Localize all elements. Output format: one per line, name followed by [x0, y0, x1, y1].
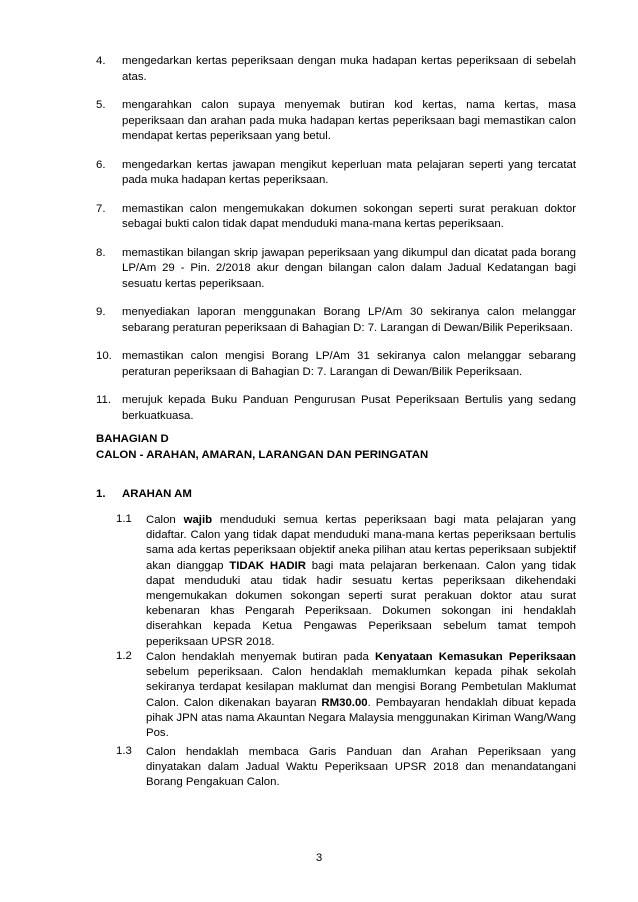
item-text: mengarahkan calon supaya menyemak butiran kod kertas, nama kertas, masa peperiksaan dan arahan pada muka hadapan kertas peperiksaan bagi memastikan calon mendapat kertas peperiksaan yang betul.: [122, 99, 576, 142]
text-run: . Pembayaran hendaklah dibuat kepada pihak JPN atas nama Akauntan Negara Malaysia menggunakan Kiriman Wang/Wang Pos.: [146, 696, 576, 740]
item-text: menyediakan laporan menggunakan Borang LP/Am 30 sekiranya calon melanggar sebarang peraturan peperiksaan di Bahagian D: 7. Larangan di Dewan/Bilik Peperiksaan.: [122, 306, 576, 334]
emphasis-wajib: wajib: [183, 514, 213, 526]
text-run: Calon hendaklah menyemak butiran pada: [146, 651, 375, 663]
item-number: 9.: [96, 306, 106, 318]
item-text: memastikan bilangan skrip jawapan peperiksaan yang dikumpul dan dicatat pada borang LP/Am 29 - Pin. 2/2018 akur dengan bilangan calon dalam Jadual Kedatangan bagi sesuatu kertas peperiksaan.: [122, 246, 576, 290]
paragraph-text: Calon hendaklah membaca Garis Panduan dan Arahan Peperiksaan yang dinyatakan dalam Jadual Waktu Peperiksaan UPSR 2018 dan menandatangani Borang Pengakuan Calon.: [146, 746, 576, 789]
section-subtitle: CALON - ARAHAN, AMARAN, LARANGAN DAN PERINGATAN: [96, 449, 429, 461]
section-heading: [96, 431, 576, 463]
item-text: memastikan calon mengisi Borang LP/Am 31 sekiranya calon melanggar sebarang peraturan peperiksaan di Bahagian D: 7. Larangan di Dewan/Bilik Peperiksaan.: [122, 350, 576, 378]
section-title: BAHAGIAN D: [96, 433, 169, 445]
item-number: 4.: [96, 55, 106, 67]
heading-title: ARAHAN AM: [122, 488, 192, 500]
list-item: [96, 246, 576, 293]
list-item: [96, 158, 576, 189]
item-text: memastikan calon mengemukakan dokumen sokongan seperti surat perakuan doktor sebagai bukti calon tidak dapat menduduki mana-mana kertas peperiksaan.: [122, 202, 576, 230]
text-run: sebelum peperiksaan. Calon hendaklah memaklumkan kepada pihak sekolah sekiranya terdapat kesilapan maklumat dan mengisi Borang Pembetulan Maklumat Calon. Calon dikenakan bayaran: [146, 666, 576, 709]
text-run: menduduki semua kertas peperiksaan bagi mata pelajaran yang didaftar. Calon yang tidak dapat menduduki mana-mana kertas peperiksaan bertulis sama ada kertas peperiksaan objektif aneka pilihan atau kertas peperiksaan subjektif akan dianggap: [146, 514, 576, 572]
list-item: [96, 305, 576, 336]
page-number: 3: [315, 852, 323, 864]
item-number: 11.: [96, 394, 111, 406]
text-run: bagi mata pelajaran berkenaan. Calon yang tidak dapat menduduki atau tidak hadir sesuatu kertas peperiksaan dikehendaki mengemukakan dokumen sokongan seperti surat perakuan doktor atau surat kebenaran khas Pengarah Peperiksaan. Dokumen sokongan ini hendaklah diserahkan kepada Ketua Pengawas Peperiksaan sebelum tamat tempoh peperiksaan UPSR 2018.: [146, 559, 576, 648]
heading-number: 1.: [96, 488, 106, 500]
item-number: 8.: [96, 246, 106, 259]
item-number: 5.: [96, 99, 106, 111]
paragraph-number: 1.3: [116, 745, 132, 757]
list-item: [96, 393, 576, 424]
emphasis-tidak-hadir: TIDAK HADIR: [229, 559, 306, 572]
item-number: 7.: [96, 202, 106, 215]
emphasis-kenyataan: Kenyataan Kemasukan Peperiksaan: [375, 651, 576, 663]
paragraph-1-1: [116, 513, 576, 650]
item-number: 10.: [96, 350, 112, 362]
subsection-heading: [96, 488, 192, 500]
list-item: [96, 98, 576, 145]
emphasis-amount: RM30.00: [321, 696, 368, 709]
text-run: Calon: [146, 514, 184, 526]
paragraph-number: 1.1: [116, 513, 132, 525]
list-item: [96, 54, 576, 85]
paragraph-1-3: [116, 745, 576, 791]
paragraph-number: 1.2: [116, 650, 132, 662]
item-number: 6.: [96, 158, 106, 171]
list-item: [96, 202, 576, 233]
paragraph-1-2: [116, 650, 576, 741]
item-text: mengedarkan kertas jawapan mengikut keperluan mata pelajaran seperti yang tercatat pada muka hadapan kertas peperiksaan.: [122, 158, 576, 186]
instruction-list: [96, 54, 576, 437]
item-text: mengedarkan kertas peperiksaan dengan muka hadapan kertas peperiksaan di sebelah atas.: [122, 55, 576, 83]
paragraph-text: [146, 513, 576, 650]
list-item: [96, 349, 576, 380]
item-text: merujuk kepada Buku Panduan Pengurusan Pusat Peperiksaan Bertulis yang sedang berkuatkuasa.: [122, 394, 576, 422]
paragraph-text: [146, 650, 576, 741]
